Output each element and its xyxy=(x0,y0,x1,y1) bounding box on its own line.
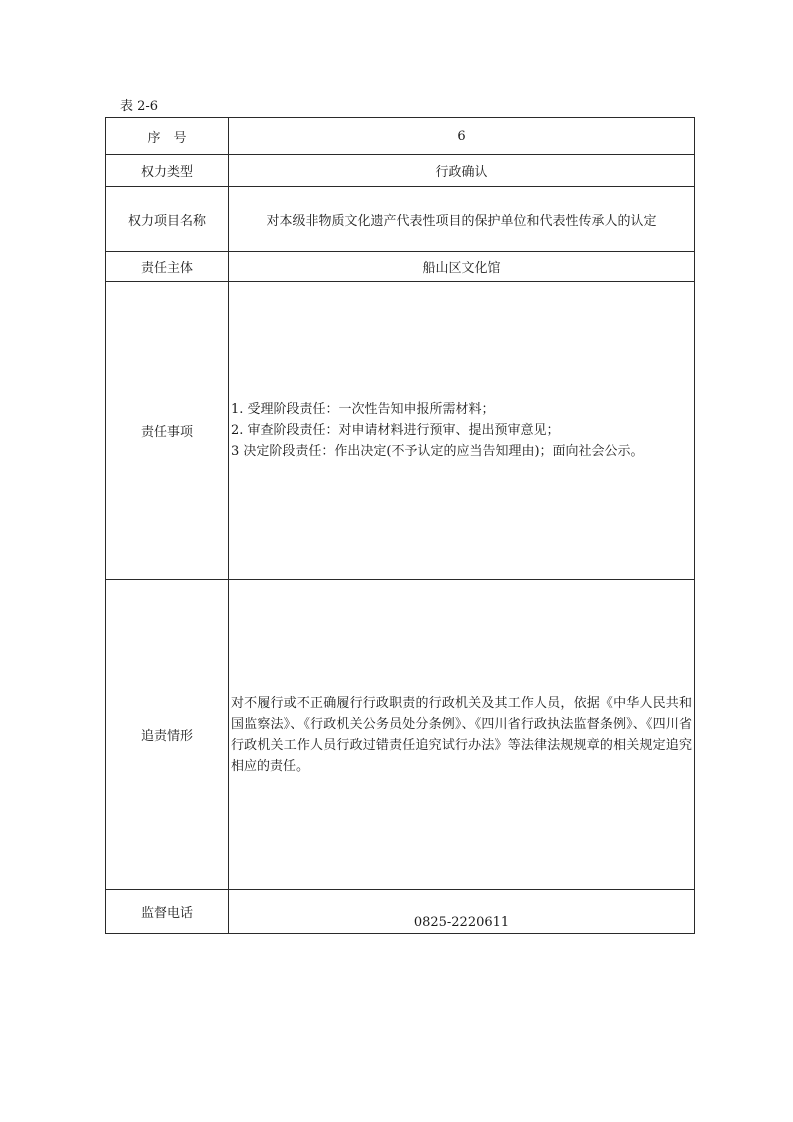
subject-value: 船山区文化馆 xyxy=(229,252,695,282)
item-name-label: 权力项目名称 xyxy=(106,187,229,252)
subject-label: 责任主体 xyxy=(106,252,229,282)
table-row xyxy=(106,118,695,155)
serial-label: 序 号 xyxy=(106,118,229,155)
phone-label: 监督电话 xyxy=(106,890,229,934)
power-responsibility-table xyxy=(105,117,695,934)
table-caption: 表 2-6 xyxy=(120,99,159,114)
accountability-value xyxy=(229,580,695,890)
table-row xyxy=(106,155,695,187)
duty-line: 2. 审查阶段责任：对申请材料进行预审、提出预审意见； xyxy=(231,423,560,438)
serial-value: 6 xyxy=(229,118,695,155)
duty-line: 3 决定阶段责任：作出决定(不予认定的应当告知理由)；面向社会公示。 xyxy=(231,444,644,459)
phone-value: 0825-2220611 xyxy=(229,890,695,934)
accountability-label: 追责情形 xyxy=(106,580,229,890)
table-row xyxy=(106,187,695,252)
accountability-text: 对不履行或不正确履行行政职责的行政机关及其工作人员，依据《中华人民共和国监察法》、《行政机关公务员处分条例》、《四川省行政执法监督条例》、《四川省行政机关工作人员行政过错责任追究试行办法》等法律法规规章的相关规定追究相应的责任。 xyxy=(231,695,692,774)
power-type-value: 行政确认 xyxy=(229,155,695,187)
table-row xyxy=(106,282,695,580)
power-type-label: 权力类型 xyxy=(106,155,229,187)
item-name-value: 对本级非物质文化遗产代表性项目的保护单位和代表性传承人的认定 xyxy=(229,187,695,252)
table-row xyxy=(106,252,695,282)
duties-value xyxy=(229,282,695,580)
duty-line: 1. 受理阶段责任：一次性告知申报所需材料； xyxy=(231,402,495,417)
table-row xyxy=(106,890,695,934)
table-row xyxy=(106,580,695,890)
duties-label: 责任事项 xyxy=(106,282,229,580)
